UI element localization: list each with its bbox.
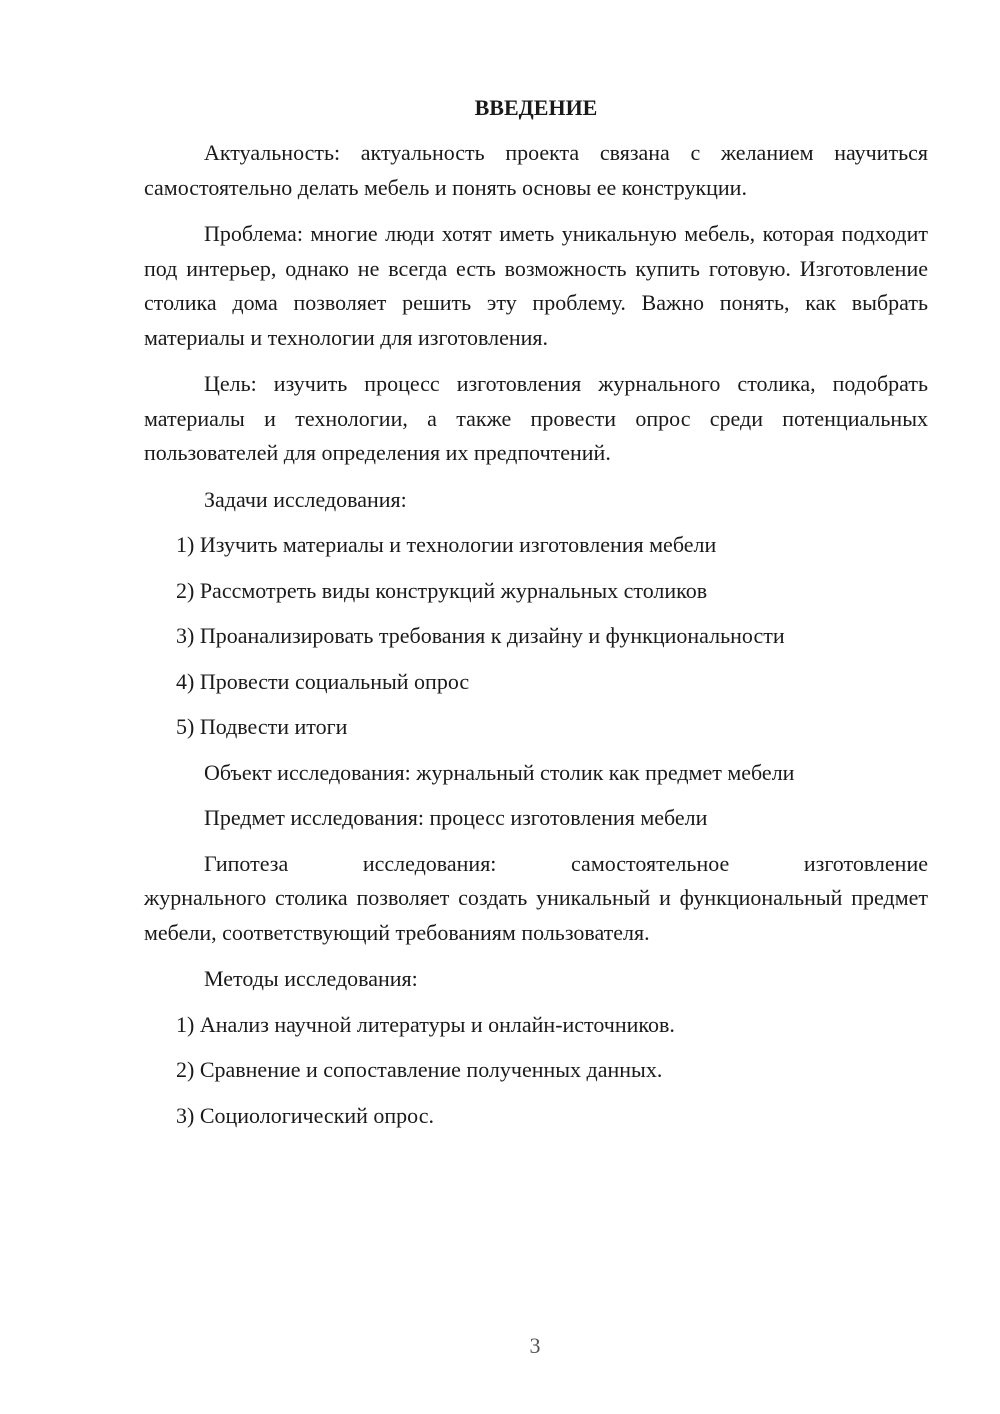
method-item: 2) Сравнение и сопоставление полученных данных. — [176, 1057, 663, 1082]
section-heading: ВВЕДЕНИЕ — [474, 95, 598, 120]
relevance-paragraph: Актуальность: актуальность проекта связана с желанием научиться самостоятельно делать мебель и понять основы ее конструкции. — [144, 140, 928, 200]
task-item: 4) Провести социальный опрос — [176, 668, 470, 694]
problem-paragraph: Проблема: многие люди хотят иметь уникальную мебель, которая подходит под интерьер, однако не всегда есть возможность купить готовую. Изготовление столика дома позволяет решить эту проблему. Важно понять, как выбрать материалы и технологии для изготовления. — [144, 221, 928, 350]
page-body — [144, 90, 928, 1144]
task-item: 3) Проанализировать требования к дизайну и функциональности — [176, 623, 785, 648]
methods-title: Методы исследования: — [204, 966, 418, 991]
task-item: 1) Изучить материалы и технологии изготовления мебели — [176, 532, 717, 557]
subject-paragraph: Предмет исследования: процесс изготовления мебели — [204, 805, 708, 830]
hypothesis-rest: журнального столика позволяет создать уникальный и функциональный предмет мебели, соответствующий требованиям пользователя. — [144, 885, 928, 945]
task-item: 2) Рассмотреть виды конструкций журнальных столиков — [176, 577, 708, 603]
task-item: 5) Подвести итоги — [176, 714, 348, 739]
goal-paragraph: Цель: изучить процесс изготовления журнального столика, подобрать материалы и технологии, а также провести опрос среди потенциальных пользователей для определения их предпочтений. — [144, 371, 928, 465]
method-item: 3) Социологический опрос. — [176, 1102, 434, 1128]
page-number: 3 — [529, 1333, 541, 1358]
hypothesis-first-line: Гипотеза исследования: самостоятельное изготовление — [204, 850, 928, 876]
object-paragraph: Объект исследования: журнальный столик как предмет мебели — [204, 759, 795, 785]
tasks-title: Задачи исследования: — [204, 486, 407, 512]
method-item: 1) Анализ научной литературы и онлайн-источников. — [176, 1011, 675, 1037]
